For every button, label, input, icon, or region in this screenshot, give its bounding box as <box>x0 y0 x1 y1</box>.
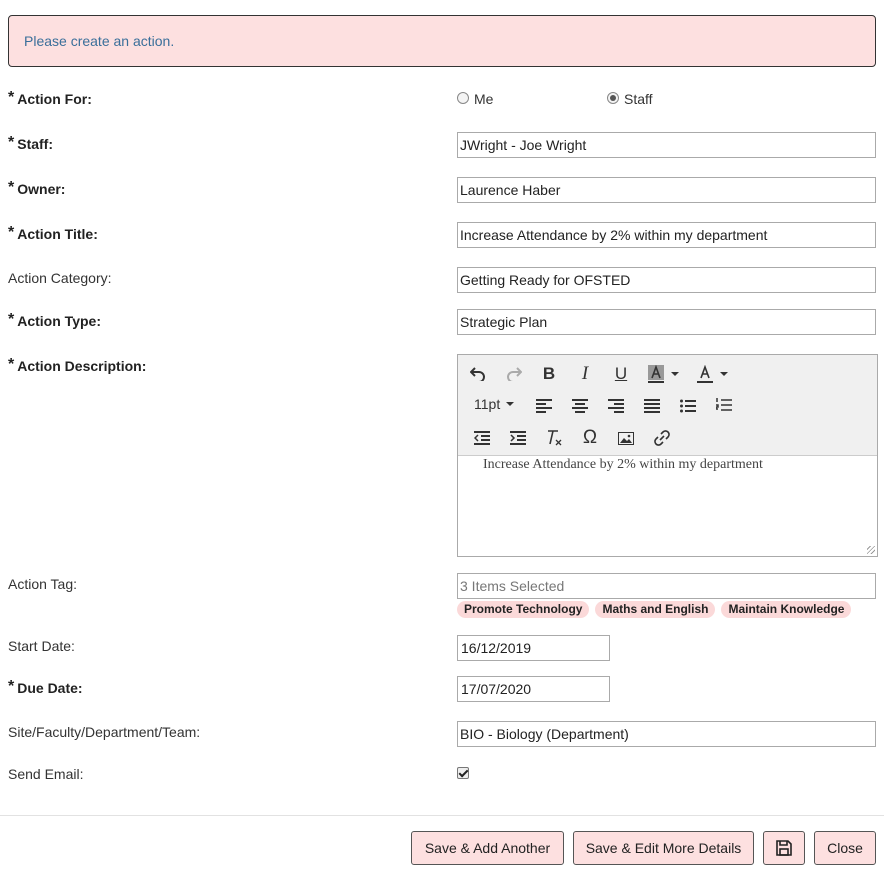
underline-icon[interactable]: U <box>614 364 628 383</box>
site-label: Site/Faculty/Department/Team: <box>8 724 201 740</box>
editor-content[interactable]: Increase Attendance by 2% within my department <box>483 457 763 472</box>
alert-banner <box>8 15 876 67</box>
tag-chip[interactable]: Promote Technology <box>457 601 589 618</box>
clear-formatting-icon[interactable] <box>542 427 566 449</box>
action-for-label: * Action For: <box>8 89 92 107</box>
action-tag-input[interactable]: 3 Items Selected <box>457 573 876 599</box>
redo-icon[interactable] <box>502 363 526 385</box>
text-color-dropdown-icon[interactable] <box>717 363 731 385</box>
send-email-label: Send Email: <box>8 766 84 782</box>
radio-staff-label: Staff <box>624 91 653 107</box>
tag-chip[interactable]: Maths and English <box>595 601 715 618</box>
action-category-input[interactable]: Getting Ready for OFSTED <box>457 267 876 293</box>
action-title-input[interactable]: Increase Attendance by 2% within my department <box>457 222 876 248</box>
background-color-icon[interactable] <box>644 363 668 385</box>
start-date-input[interactable]: 16/12/2019 <box>457 635 610 661</box>
alert-message: Please create an action. <box>24 33 175 49</box>
action-type-input[interactable]: Strategic Plan <box>457 309 876 335</box>
send-email-checkbox[interactable] <box>457 767 469 779</box>
justify-icon[interactable] <box>640 395 664 417</box>
italic-icon[interactable]: I <box>581 363 589 384</box>
staff-label: * Staff: <box>8 134 54 152</box>
close-button[interactable]: Close <box>814 831 876 865</box>
due-date-input[interactable]: 17/07/2020 <box>457 676 610 702</box>
action-type-label: * Action Type: <box>8 311 101 329</box>
numbered-list-icon[interactable] <box>712 395 736 417</box>
special-character-icon[interactable]: Ω <box>582 427 598 448</box>
floppy-disk-icon <box>776 840 792 856</box>
owner-input[interactable]: Laurence Haber <box>457 177 876 203</box>
save-button[interactable] <box>763 831 805 865</box>
font-size-value: 11pt <box>474 396 501 412</box>
action-description-label: * Action Description: <box>8 356 147 374</box>
text-color-icon[interactable] <box>693 363 717 385</box>
font-size-select[interactable] <box>474 396 514 412</box>
action-title-label: * Action Title: <box>8 224 98 242</box>
start-date-label: Start Date: <box>8 638 75 654</box>
radio-me[interactable] <box>457 91 493 107</box>
resize-handle-icon[interactable] <box>867 546 875 554</box>
bold-icon[interactable]: B <box>542 364 556 383</box>
align-right-icon[interactable] <box>604 395 628 417</box>
image-icon[interactable] <box>614 427 638 449</box>
background-color-dropdown-icon[interactable] <box>668 363 682 385</box>
radio-staff[interactable] <box>607 91 653 107</box>
radio-me-label: Me <box>474 91 494 107</box>
undo-icon[interactable] <box>466 363 490 385</box>
save-add-another-button[interactable]: Save & Add Another <box>411 831 564 865</box>
footer-divider <box>0 815 884 816</box>
link-icon[interactable] <box>650 427 674 449</box>
radio-me-circle[interactable] <box>457 92 469 104</box>
chevron-down-icon <box>506 402 514 406</box>
rich-text-editor <box>457 354 878 557</box>
align-left-icon[interactable] <box>532 395 556 417</box>
outdent-icon[interactable] <box>470 427 494 449</box>
staff-input[interactable]: JWright - Joe Wright <box>457 132 876 158</box>
due-date-label: * Due Date: <box>8 678 83 696</box>
editor-toolbar <box>458 355 877 456</box>
required-marker: * <box>8 89 15 106</box>
align-center-icon[interactable] <box>568 395 592 417</box>
site-input[interactable]: BIO - Biology (Department) <box>457 721 876 747</box>
bullet-list-icon[interactable] <box>676 395 700 417</box>
owner-label: * Owner: <box>8 179 66 197</box>
save-edit-more-button[interactable]: Save & Edit More Details <box>573 831 754 865</box>
tag-list <box>457 601 851 618</box>
action-category-label: Action Category: <box>8 270 112 286</box>
indent-icon[interactable] <box>506 427 530 449</box>
tag-chip[interactable]: Maintain Knowledge <box>721 601 851 618</box>
action-tag-label: Action Tag: <box>8 576 78 592</box>
radio-staff-circle[interactable] <box>607 92 619 104</box>
